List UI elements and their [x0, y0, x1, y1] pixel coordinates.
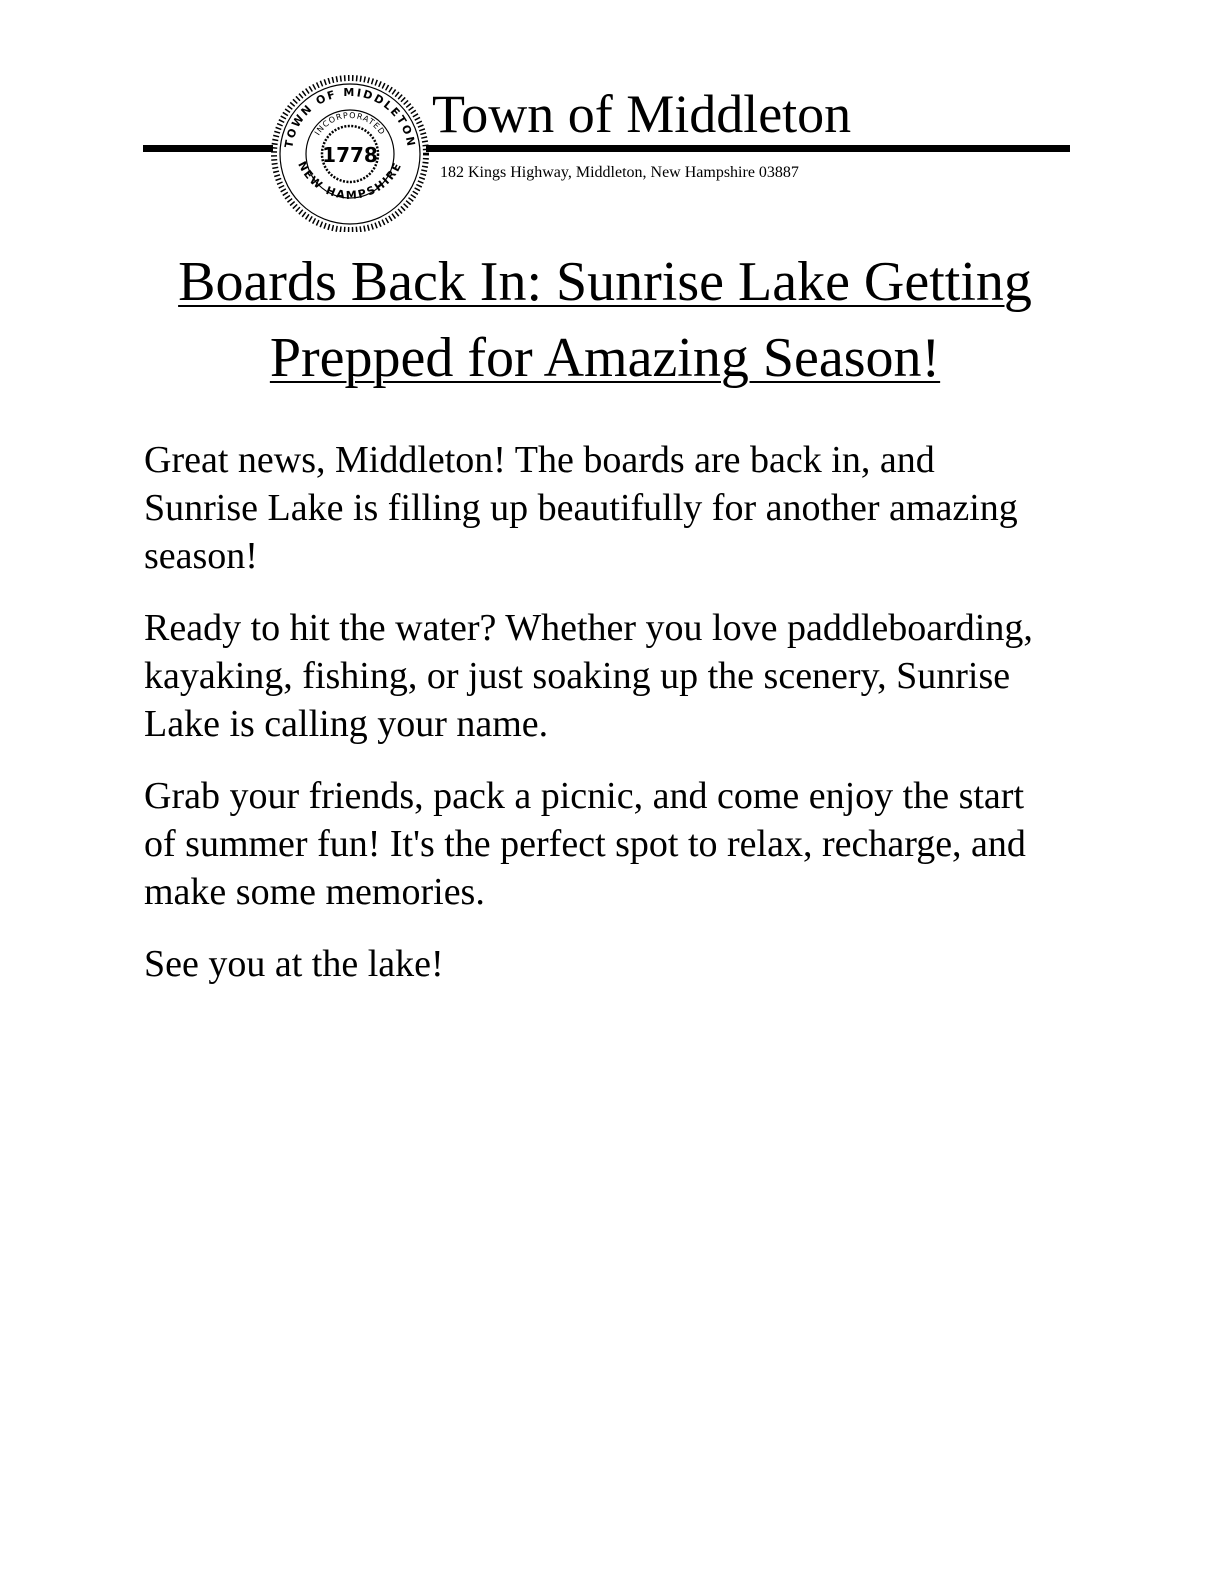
paragraph-3: Grab your friends, pack a picnic, and come enjoy the start of summer fun! It's the perfect spot to relax, recharge, and make some memories.	[144, 775, 1026, 913]
town-seal-icon	[270, 72, 430, 232]
article-headline: Boards Back In: Sunrise Lake Getting Prepped for Amazing Season!	[178, 251, 1032, 389]
header-rule-left	[143, 145, 273, 152]
seal-year: 1778	[322, 143, 378, 167]
header-rule-right	[426, 145, 1070, 152]
paragraph-4: See you at the lake!	[144, 943, 444, 985]
town-name: Town of Middleton	[432, 84, 852, 144]
letterhead	[0, 0, 1224, 240]
town-address: 182 Kings Highway, Middleton, New Hampshire 03887	[440, 164, 799, 181]
paragraph-2: Ready to hit the water? Whether you love paddleboarding, kayaking, fishing, or just soaking up the scenery, Sunrise Lake is calling your name.	[144, 607, 1033, 745]
paragraph-1: Great news, Middleton! The boards are back in, and Sunrise Lake is filling up beautifully for another amazing season!	[144, 439, 1018, 577]
seal-inner-text: INCORPORATED	[312, 110, 387, 138]
article-body	[144, 436, 1044, 1012]
svg-text:INCORPORATED	[313, 111, 387, 137]
seal-outer-bottom-text: NEW HAMPSHIRE	[295, 159, 405, 203]
seal-outer-top-text: TOWN OF MIDDLETON	[282, 85, 418, 149]
